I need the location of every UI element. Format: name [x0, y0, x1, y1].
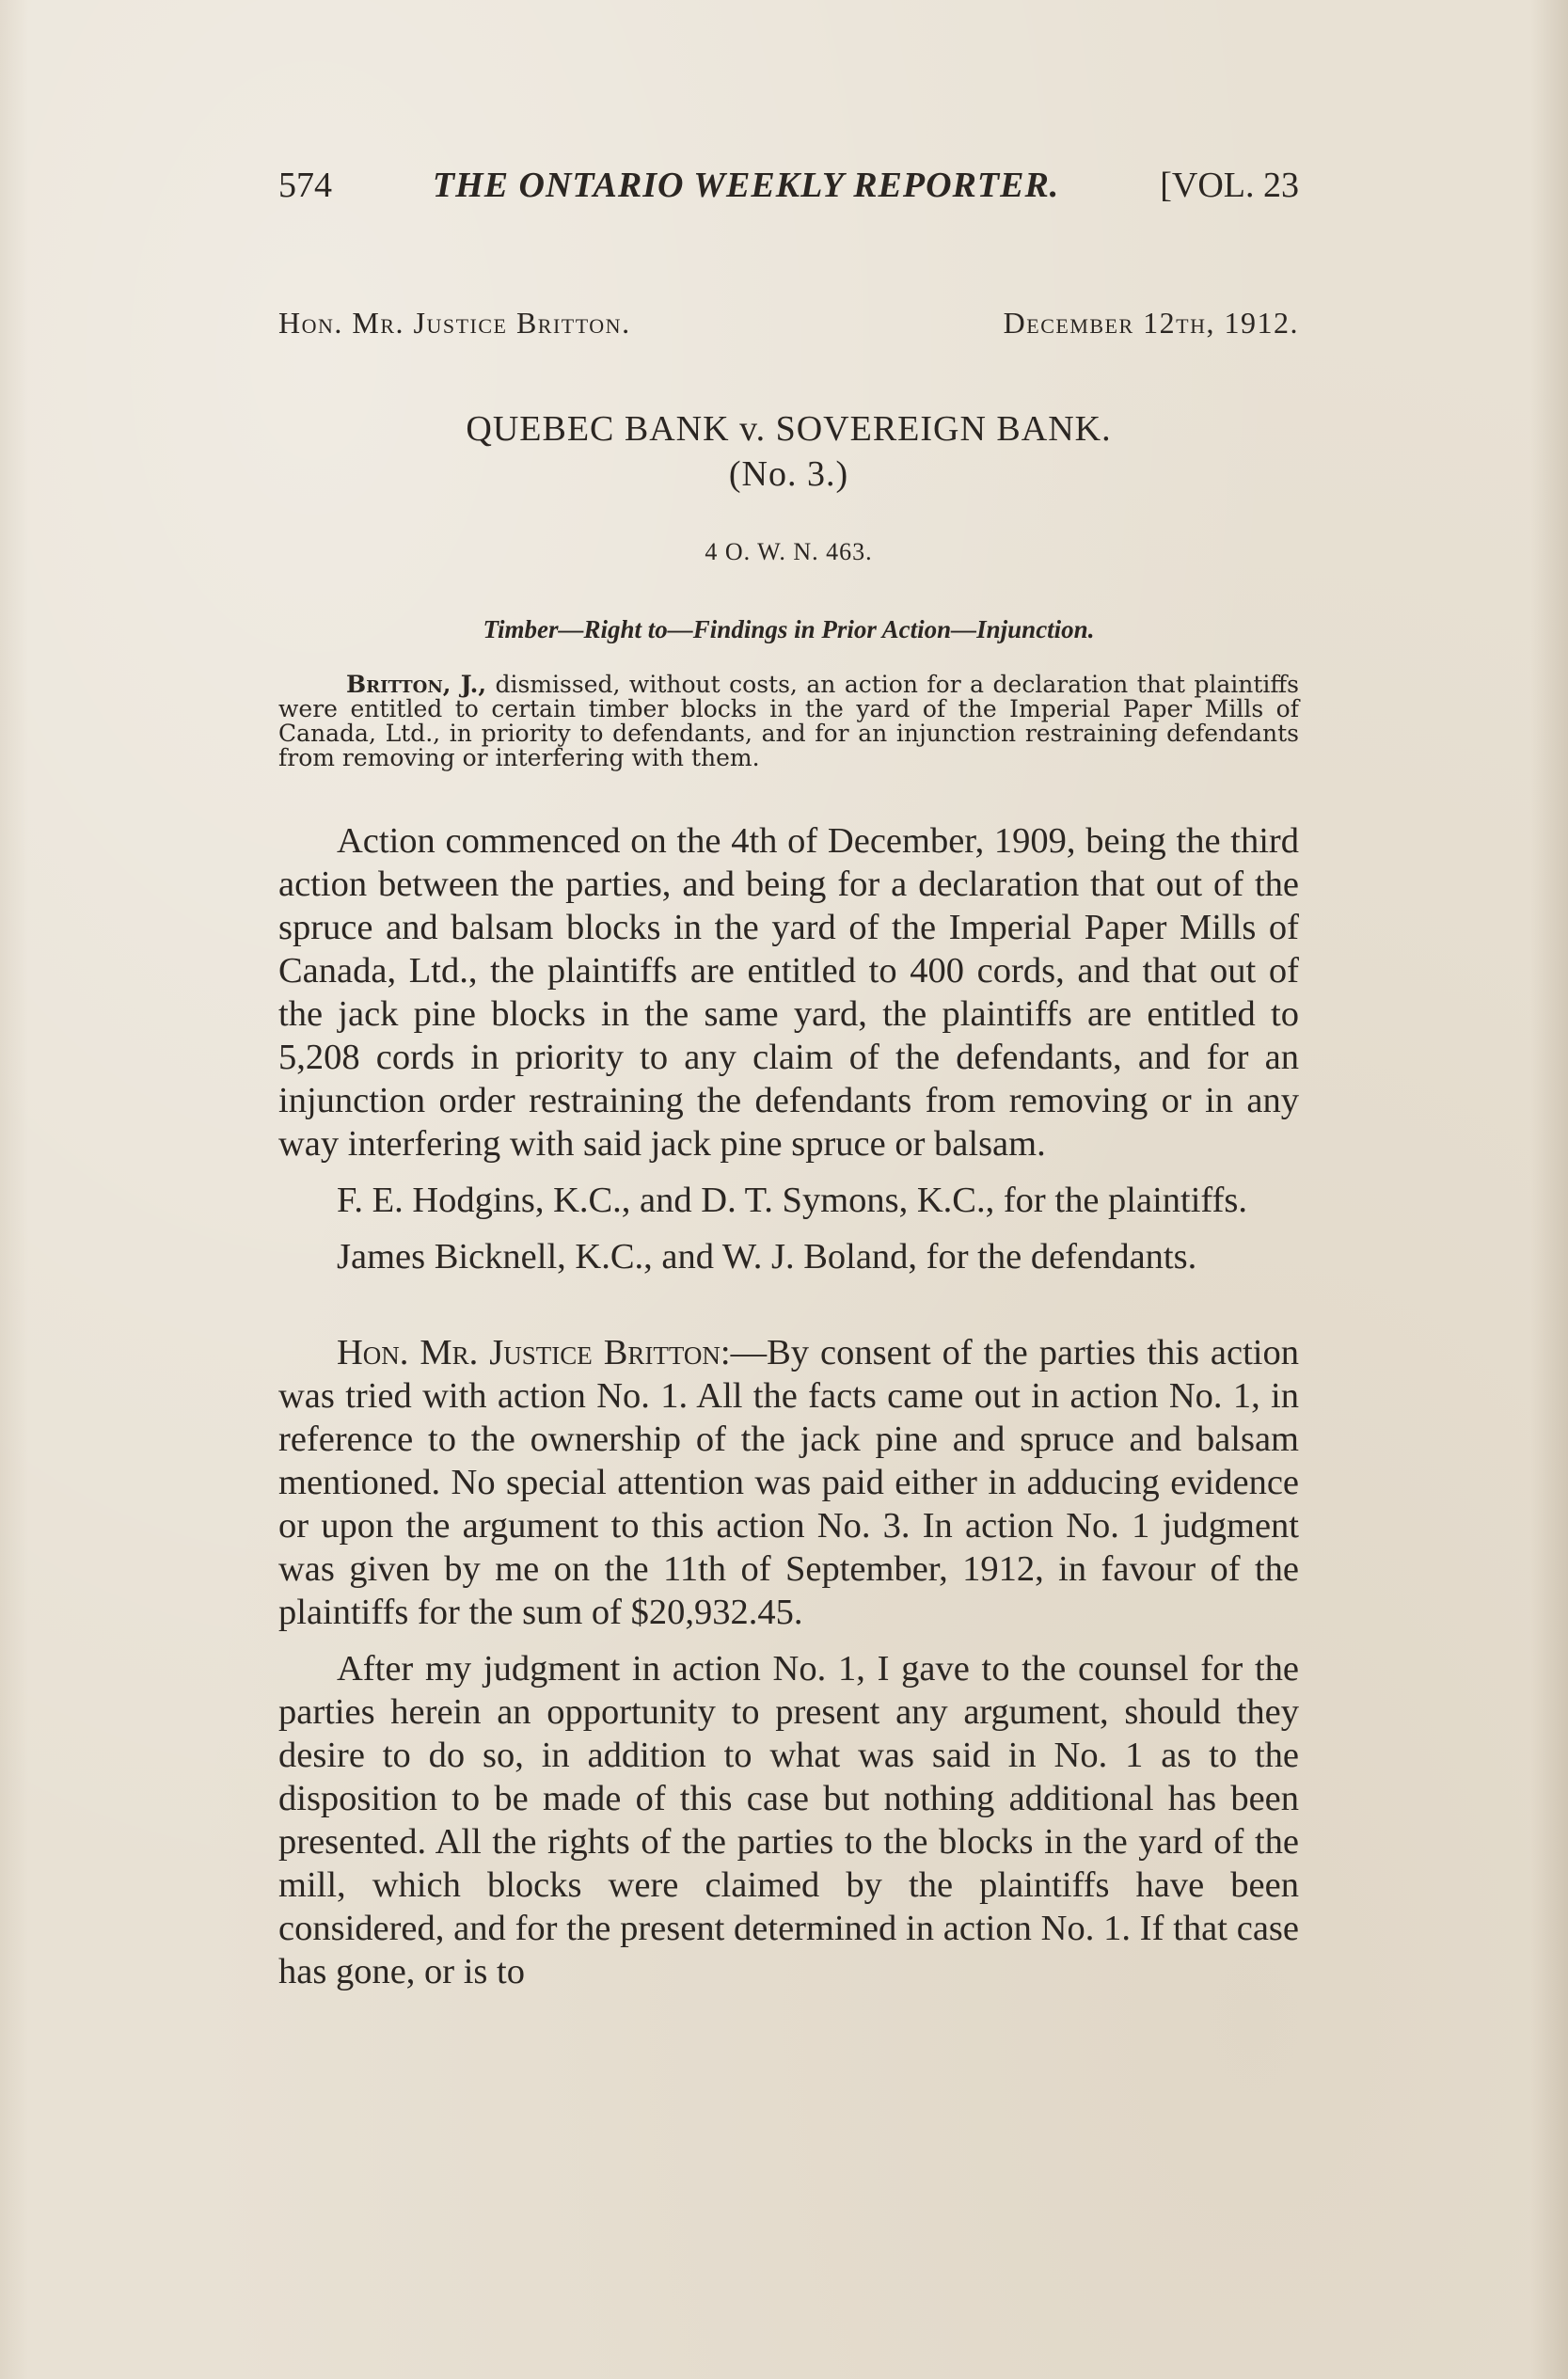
catchwords: Timber—Right to—Findings in Prior Action—Injunction.: [483, 615, 1095, 643]
counsel-defendants: James Bicknell, K.C., and W. J. Boland, for the defendants.: [337, 1237, 1197, 1277]
judge-name: Hon. Mr. Justice Britton.: [278, 306, 631, 340]
byline: [278, 306, 1299, 341]
statement-paragraph: [278, 819, 1299, 1166]
final-paragraph: [278, 1647, 1299, 1993]
counsel-plaintiffs: F. E. Hodgins, K.C., and D. T. Symons, K.C., for the plaintiffs.: [337, 1181, 1247, 1220]
page-content: [278, 165, 1299, 1993]
judgment-text: :—By consent of the parties this action was tried with action No. 1. All the facts came out in action No. 1, in reference to the ownership of the jack pine and spruce and balsam mentioned. No special attention was paid either in adducing evidence or upon the argument to this action No. 3. In action No. 1 judgment was given by me on the 11th of September, 1912, in favour of the plaintiffs for the sum of $20,932.45.: [278, 1333, 1300, 1632]
counsel-plaintiffs-paragraph: [278, 1179, 1299, 1222]
page-number: 574: [278, 166, 332, 205]
statement-text: Action commenced on the 4th of December, 1909, being the third action between the parties, and being for a declaration that out of the spruce and balsam blocks in the yard of the Imperial Paper Mills of Canada, Ltd., the plaintiffs are entitled to 400 cords, and that out of the jack pine blocks in the same yard, the plaintiffs are entitled to 5,208 cords in priority to any claim of the defendants, and for an injunction order restraining the defendants from removing or in any way interfering with said jack pine spruce or balsam.: [278, 821, 1299, 1164]
judgment-date: December 12th, 1912.: [1003, 306, 1299, 340]
judgment-judge: Hon. Mr. Justice Britton: [337, 1333, 721, 1372]
publication-title: THE ONTARIO WEEKLY REPORTER.: [432, 166, 1060, 205]
case-title-block: [278, 406, 1299, 497]
page-edge-shadow-right: [1530, 0, 1568, 2379]
running-head: [278, 165, 1299, 212]
page-edge-shadow-left: [0, 0, 28, 2379]
case-citation: 4 O. W. N. 463.: [705, 538, 873, 565]
counsel-defendants-paragraph: [278, 1235, 1299, 1278]
case-title: QUEBEC BANK v. SOVEREIGN BANK.: [466, 409, 1112, 449]
judgment-paragraph: [278, 1331, 1299, 1634]
final-paragraph-text: After my judgment in action No. 1, I gave to the counsel for the parties herein an opportunity to present any argument, should they desire to do so, in addition to what was said in No. 1 as to the disposition to be made of this case but nothing additional has been presented. All the rights of the parties to the blocks in the yard of the mill, which blocks were claimed by the plaintiffs have been considered, and for the present determined in action No. 1. If that case has gone, or is to: [278, 1649, 1299, 1991]
volume-label: [VOL. 23: [1160, 166, 1299, 205]
case-number: (No. 3.): [728, 454, 849, 494]
headnote-text: dismissed, without costs, an action for a declaration that plaintiffs were entitled to certain timber blocks in the yard of the Imperial Paper Mills of Canada, Ltd., in priority to defendants, and for an injunction restraining defendants from removing or interfering with them.: [278, 671, 1299, 771]
headnote: [278, 673, 1299, 770]
headnote-judge: Britton, J.,: [346, 671, 487, 698]
